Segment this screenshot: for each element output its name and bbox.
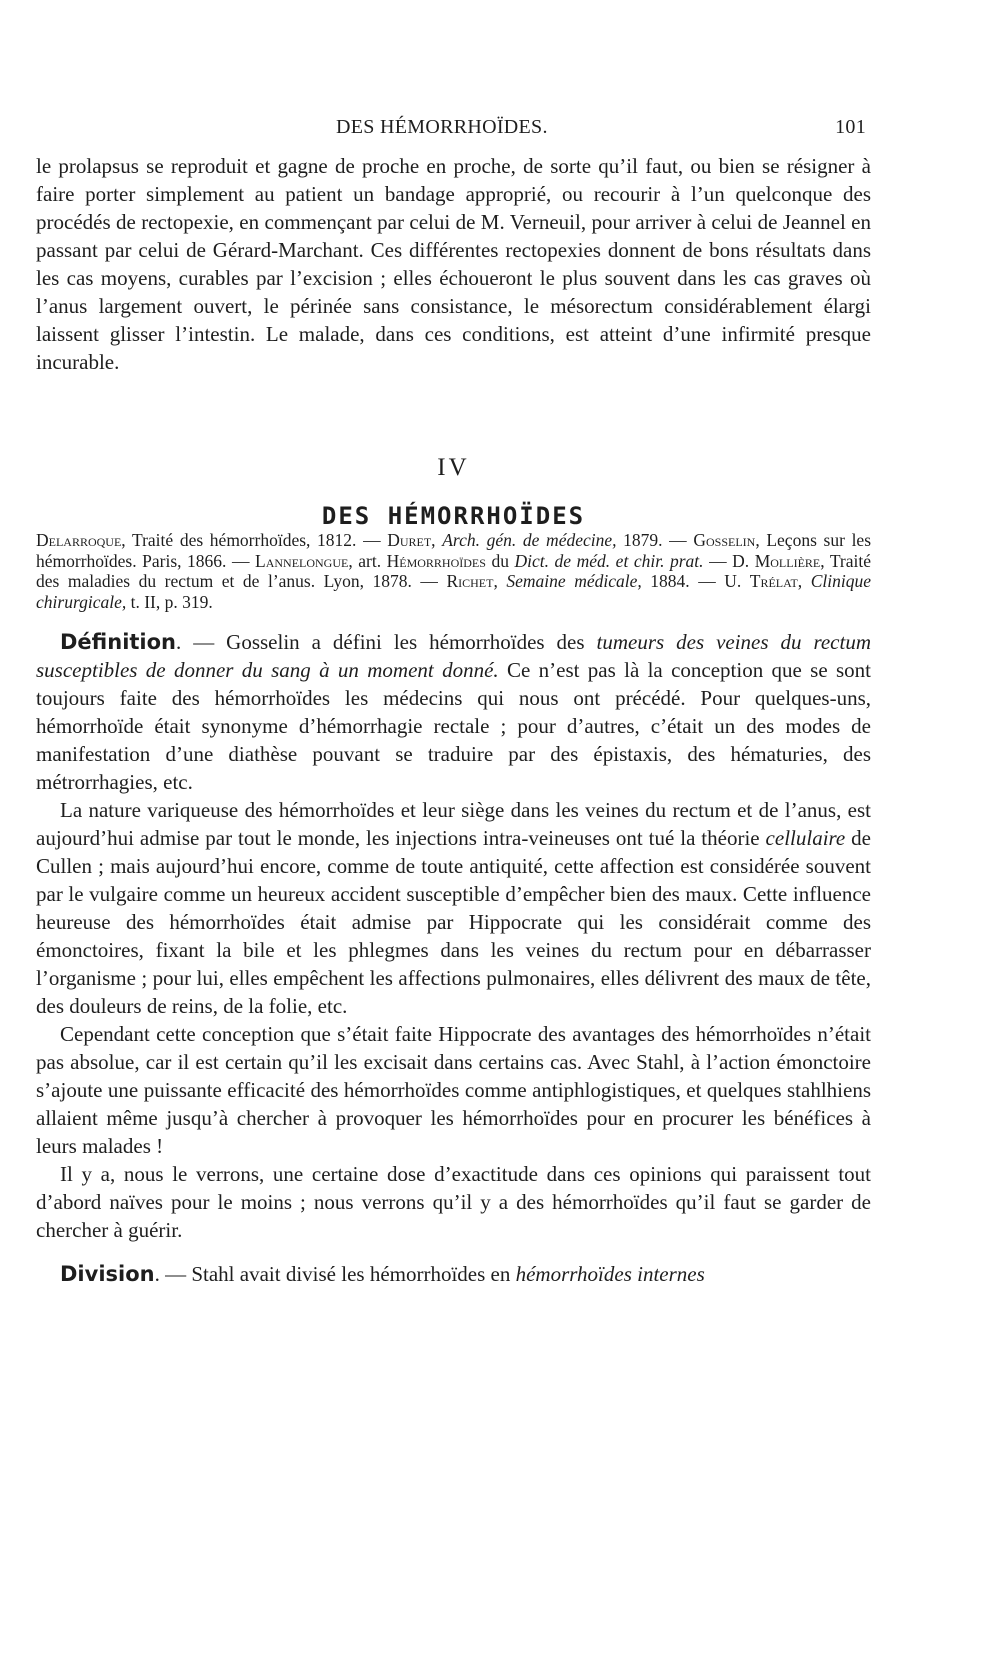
nature-italic: cellulaire bbox=[765, 826, 846, 850]
definition-italic: tumeurs des veines du rectum susceptibles de donner du sang à un moment donné. bbox=[36, 630, 872, 682]
bib-text: Traité des maladies du rectum et de l’anus. Lyon, 1878. — bbox=[36, 550, 871, 591]
division-italic: hémorrhoïdes internes bbox=[515, 1262, 705, 1286]
bib-author: Duret, bbox=[387, 530, 436, 550]
bib-author: Richet, bbox=[446, 571, 498, 591]
bib-author: Trélat, bbox=[749, 571, 803, 591]
bib-text: Traité des hémorrhoïdes, 1812. — bbox=[125, 530, 388, 550]
definition-heading: Définition bbox=[60, 630, 177, 654]
nature-before: La nature variqueuse des hémorrhoïdes et leur siège dans les veines du rectum et de l’anus, est aujourd’hui admise par tout le monde, les injections intra-veineuses ont tué la théorie bbox=[36, 798, 871, 850]
bib-article-title: Hémorrhoïdes bbox=[386, 550, 486, 571]
division-lead: . — Stahl avait divisé les hémorrhoïdes en bbox=[154, 1262, 516, 1286]
bib-text bbox=[802, 571, 811, 591]
bib-text: du bbox=[485, 550, 515, 571]
continuation-paragraph: le prolapsus se reproduit et gagne de proche en proche, de sorte qu’il faut, ou bien se résigner à faire porter simplement au patient un bandage approprié, ou recourir à l’un quelconque des procédés de rectopexie, en commençant par celui de M. Verneuil, pour arriver à celui de Jeannel en passant par celui de Gérard-Marchant. Ces différentes rectopexies donnent de bons résultats dans les cas moyens, curables par l’excision ; elles échoueront le plus souvent dans les cas graves où l’anus largement ouvert, le périnée sans consistance, le mésorectum considérablement élargi laissent glisser l’intestin. Le malade, dans ces conditions, est atteint d’une infirmité presque incurable. bbox=[36, 154, 871, 374]
definition-lead: . — Gosselin a défini les hémorrhoïdes des bbox=[176, 630, 597, 654]
bib-text: t. II, p. 319. bbox=[126, 591, 213, 612]
bib-author: Mollière, bbox=[754, 550, 825, 571]
bib-journal: Clinique chirurgicale, bbox=[36, 571, 872, 612]
bib-text: — D. bbox=[703, 550, 755, 571]
division-heading: Division bbox=[60, 1262, 155, 1286]
page-body bbox=[36, 152, 871, 1288]
running-head bbox=[36, 116, 866, 142]
bib-journal: Dict. de méd. et chir. prat. bbox=[514, 550, 704, 571]
bibliography bbox=[36, 530, 871, 612]
cependant-paragraph: Cependant cette conception que s’était faite Hippocrate des avantages des hémorrhoïdes n’était pas absolue, car il est certain qu’il les excisait dans certains cas. Avec Stahl, à l’action émonctoire s’ajoute une puissante efficacité des hémorrhoïdes comme antiphlogistiques, et quelques stahlhiens allaient même jusqu’à chercher à provoquer les hémorrhoïdes pour en procurer les bénéfices à leurs malades ! bbox=[36, 1022, 871, 1158]
page-number: 101 bbox=[835, 116, 866, 138]
bib-text: 1884. — U. bbox=[641, 571, 750, 591]
bib-journal: Arch. gén. de médecine, bbox=[442, 530, 617, 550]
running-title: DES HÉMORRHOÏDES. bbox=[336, 116, 548, 138]
bib-author: Lannelongue, bbox=[255, 550, 353, 571]
bib-text: 1879. — bbox=[616, 530, 694, 550]
definition-rest: Ce n’est pas là la conception que se sont toujours faite des hémorrhoïdes les médecins qui nous ont précédé. Pour quelques-uns, hémorrhoïde était synonyme d’hémorrhagie rectale ; pour d’autres, c’était un des modes de manifestation d’une diathèse pouvant se traduire par des épistaxis, des hématuries, des métrorrhagies, etc. bbox=[36, 658, 872, 794]
bib-text: Leçons sur les hémorrhoïdes. Paris, 1866. — bbox=[36, 530, 872, 571]
ilya-paragraph: Il y a, nous le verrons, une certaine dose d’exactitude dans ces opinions qui paraissent tout d’abord naïves pour le moins ; nous verrons qu’il y a des hémorrhoïdes qu’il faut se garder de chercher à guérir. bbox=[36, 1162, 871, 1242]
section-number: IV bbox=[437, 454, 470, 481]
bib-author: Delarroque, bbox=[36, 530, 126, 550]
nature-paragraph bbox=[36, 796, 871, 1020]
definition-paragraph bbox=[36, 628, 871, 796]
bib-journal: Semaine médicale, bbox=[506, 571, 642, 591]
nature-after: de Cullen ; mais aujourd’hui encore, comme de toute antiquité, cette affection est considérée souvent par le vulgaire comme un heureux accident susceptible d’empêcher bien des maux. Cette influence heureuse des hémorrhoïdes était admise par Hippocrate qui les considérait comme des émonctoires, fixant la bile et les phlegmes dans les veines du rectum pour en débarrasser l’organisme ; pour lui, elles empêchent les affections pulmonaires, elles délivrent des maux de tête, des douleurs de reins, de la folie, etc. bbox=[36, 826, 871, 1018]
division-paragraph bbox=[36, 1260, 871, 1288]
section-title: DES HÉMORRHOÏDES bbox=[321, 502, 586, 530]
bib-text: art. bbox=[352, 550, 387, 571]
bib-author: Gosselin, bbox=[693, 530, 760, 550]
